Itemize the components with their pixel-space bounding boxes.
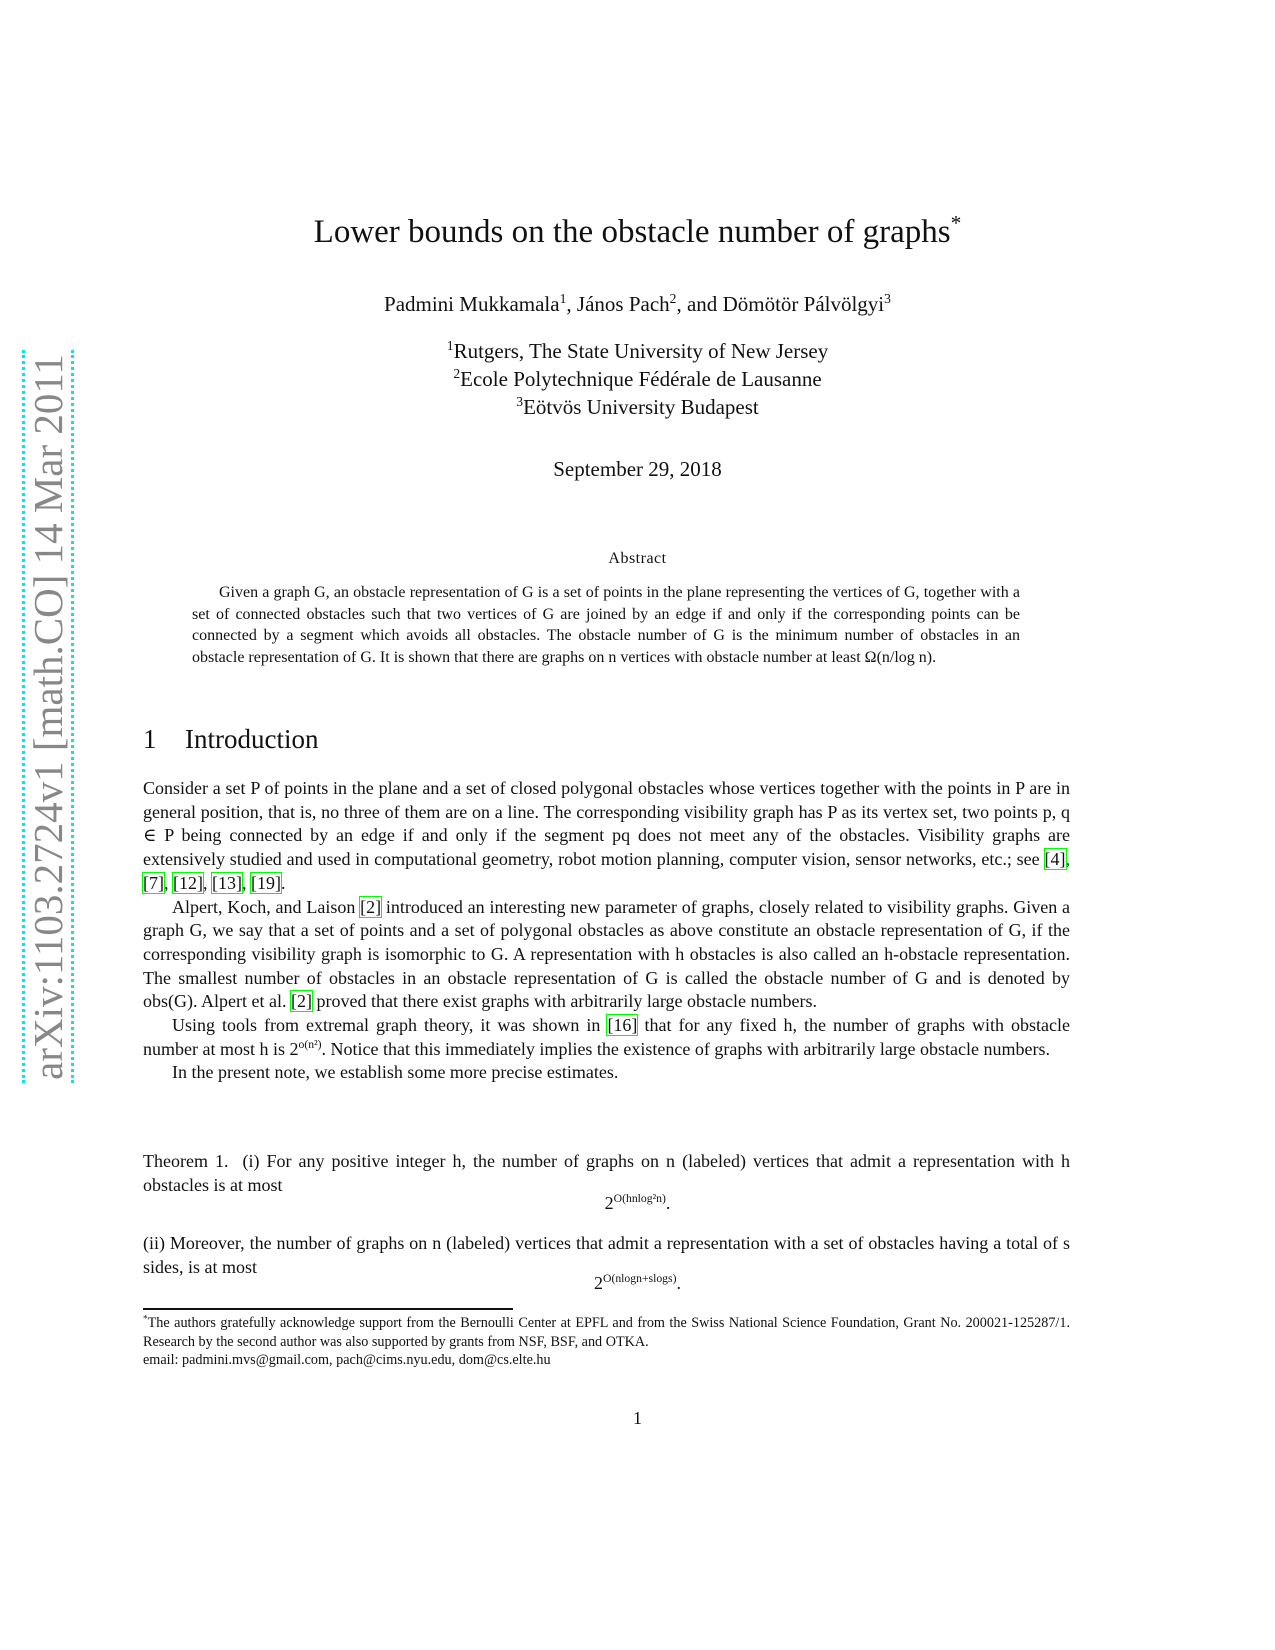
citation-link[interactable]: [2] xyxy=(290,991,312,1012)
footnote-mark: * xyxy=(143,1313,148,1324)
title-text: Lower bounds on the obstacle number of graphs xyxy=(313,214,951,250)
section-number: 1 xyxy=(143,724,157,754)
paragraph-text: Using tools from extremal graph theory, it was shown in xyxy=(172,1015,608,1036)
author: János Pach xyxy=(576,292,670,316)
theorem-text: (ii) Moreover, the number of graphs on n (labeled) vertices that admit a representation with a set of obstacles having a total of s sides, is at most xyxy=(143,1233,1070,1277)
math-period: . xyxy=(665,1193,671,1213)
title-footnote-mark: * xyxy=(950,211,962,235)
citation-link[interactable]: [13] xyxy=(212,872,242,893)
affiliation xyxy=(0,367,1275,392)
author: Dömötör Pálvölgyi xyxy=(722,292,885,316)
theorem-part-1 xyxy=(143,1150,1070,1197)
page-number: 1 xyxy=(633,1408,642,1428)
author-sep: , xyxy=(566,292,577,316)
paragraph xyxy=(143,1061,1070,1085)
paper-title xyxy=(0,211,1275,251)
display-math-1 xyxy=(0,1193,1275,1214)
footnote-text xyxy=(143,1314,1070,1351)
abstract-heading: Abstract xyxy=(608,550,667,567)
affiliation-name: Ecole Polytechnique Fédérale de Lausanne xyxy=(460,367,822,391)
footnote-acknowledgment: The authors gratefully acknowledge support from the Bernoulli Center at EPFL and from the Swiss National Science Foundation, Grant No. 200021-125287/1. Research by the second author was also supported by grants from NSF, BSF, and OTKA. xyxy=(143,1315,1070,1350)
paragraph-text: that for any fixed h, the number of graphs with obstacle number at most h is 2 xyxy=(143,1015,1071,1059)
affiliation-name: Eötvös University Budapest xyxy=(523,395,759,419)
author-sup: 2 xyxy=(669,291,677,306)
footnote-rule xyxy=(143,1308,513,1310)
affiliation-sup: 1 xyxy=(446,338,454,353)
paragraph xyxy=(143,896,1070,1015)
paragraph: Consider a set P of points in the plane and a set of closed polygonal obstacles whose vertices together with the points in P are in general position, that is, no three of them are on a line. The corresponding visibility graph has P as its vertex set, two points p, q ∈ P being connected by an edge if and only if the segment pq does not meet any of the obstacles. Visibility graphs are extensively studied and used in computational geometry, robot motion planning, computer vision, sensor networks, etc.; see [4], [7], [12], [13], [19]. xyxy=(143,778,1070,893)
affiliation-sup: 3 xyxy=(516,394,524,409)
author-sep: , and xyxy=(676,292,723,316)
math-exponent: O(nlogn+slogs) xyxy=(603,1272,677,1285)
paragraph-text: Consider a set P of points in the plane and a set of closed polygonal obstacles whose vertices together with the points in P are in general position, that is, no three of them are on a line. The corresponding visibility graph has P as its vertex set, two points p, q ∈ P being connected by an edge if and only if the segment pq does not meet any of the obstacles. Visibility graphs are extensively studied and used in computational geometry, robot motion planning, computer vision, sensor networks, etc.; see xyxy=(143,778,1070,870)
affiliation xyxy=(0,395,1275,420)
citation-link[interactable]: [16] xyxy=(607,1015,638,1036)
affiliation-name: Rutgers, The State University of New Jersey xyxy=(453,339,829,363)
section-title: Introduction xyxy=(185,724,319,754)
citation-link[interactable]: [7] xyxy=(143,872,164,893)
math-base: 2 xyxy=(604,1193,614,1213)
paragraph-text: proved that there exist graphs with arbitrarily large obstacle numbers. xyxy=(311,991,817,1012)
footnote-email xyxy=(143,1351,1070,1370)
citation-link[interactable]: [4] xyxy=(1044,849,1066,870)
arxiv-id: arXiv:1103.2724v1 [math.CO] 14 Mar 2011 xyxy=(25,353,71,1080)
theorem-label: Theorem 1. xyxy=(143,1151,229,1171)
intro-body xyxy=(143,777,1070,1085)
paragraph-text: In the present note, we establish some more precise estimates. xyxy=(172,1062,619,1083)
paragraph xyxy=(143,1014,1070,1061)
math-exponent: O(hnlog²n) xyxy=(613,1192,666,1205)
author: Padmini Mukkamala xyxy=(384,292,560,316)
author-sup: 3 xyxy=(884,291,891,306)
theorem xyxy=(143,1150,1070,1197)
authors xyxy=(0,292,1275,317)
math-period: . xyxy=(676,1273,681,1293)
citation-link[interactable]: [19] xyxy=(251,872,281,893)
affiliation xyxy=(0,339,1275,364)
date: September 29, 2018 xyxy=(553,457,722,481)
paragraph-text: . Notice that this immediately implies the existence of graphs with arbitrarily large obstacle numbers. xyxy=(321,1038,1050,1059)
author-sup: 1 xyxy=(559,291,567,306)
section-heading xyxy=(143,724,318,755)
math-base: 2 xyxy=(594,1273,603,1293)
paragraph-text: introduced an interesting new parameter of graphs, closely related to visibility graphs. Given a graph G, we say that a set of points and a set of polygonal obstacles as above constitute an obstacle representation of G, if the corresponding visibility graph is isomorphic to G. A representation with h obstacles is also called an h-obstacle representation. The smallest number of obstacles in an obstacle representation of G is called the obstacle number of G and is denoted by obs(G). Alpert et al. xyxy=(143,896,1070,1012)
citation-link[interactable]: [12] xyxy=(173,872,203,893)
paragraph-text: Alpert, Koch, and Laison xyxy=(172,896,361,917)
footnote xyxy=(143,1314,1070,1370)
math-exponent: o(n²) xyxy=(298,1037,322,1051)
theorem-text: (i) For any positive integer h, the number of graphs on n (labeled) vertices that admit a representation with h obstacles is at most xyxy=(143,1151,1071,1195)
abstract-text: Given a graph G, an obstacle representation of G is a set of points in the plane representing the vertices of G, together with a set of connected obstacles such that two vertices of G are joined by an edge if and only if the corresponding points can be connected by a segment which avoids all obstacles. The obstacle number of G is the minimum number of obstacles in an obstacle representation of G. It is shown that there are graphs on n vertices with obstacle number at least Ω(n/log n). xyxy=(192,584,1020,666)
footnote-email-text: email: padmini.mvs@gmail.com, pach@cims.nyu.edu, dom@cs.elte.hu xyxy=(143,1352,551,1369)
display-math-2 xyxy=(0,1273,1275,1294)
citation-link[interactable]: [2] xyxy=(360,896,382,917)
affiliation-sup: 2 xyxy=(453,366,461,381)
